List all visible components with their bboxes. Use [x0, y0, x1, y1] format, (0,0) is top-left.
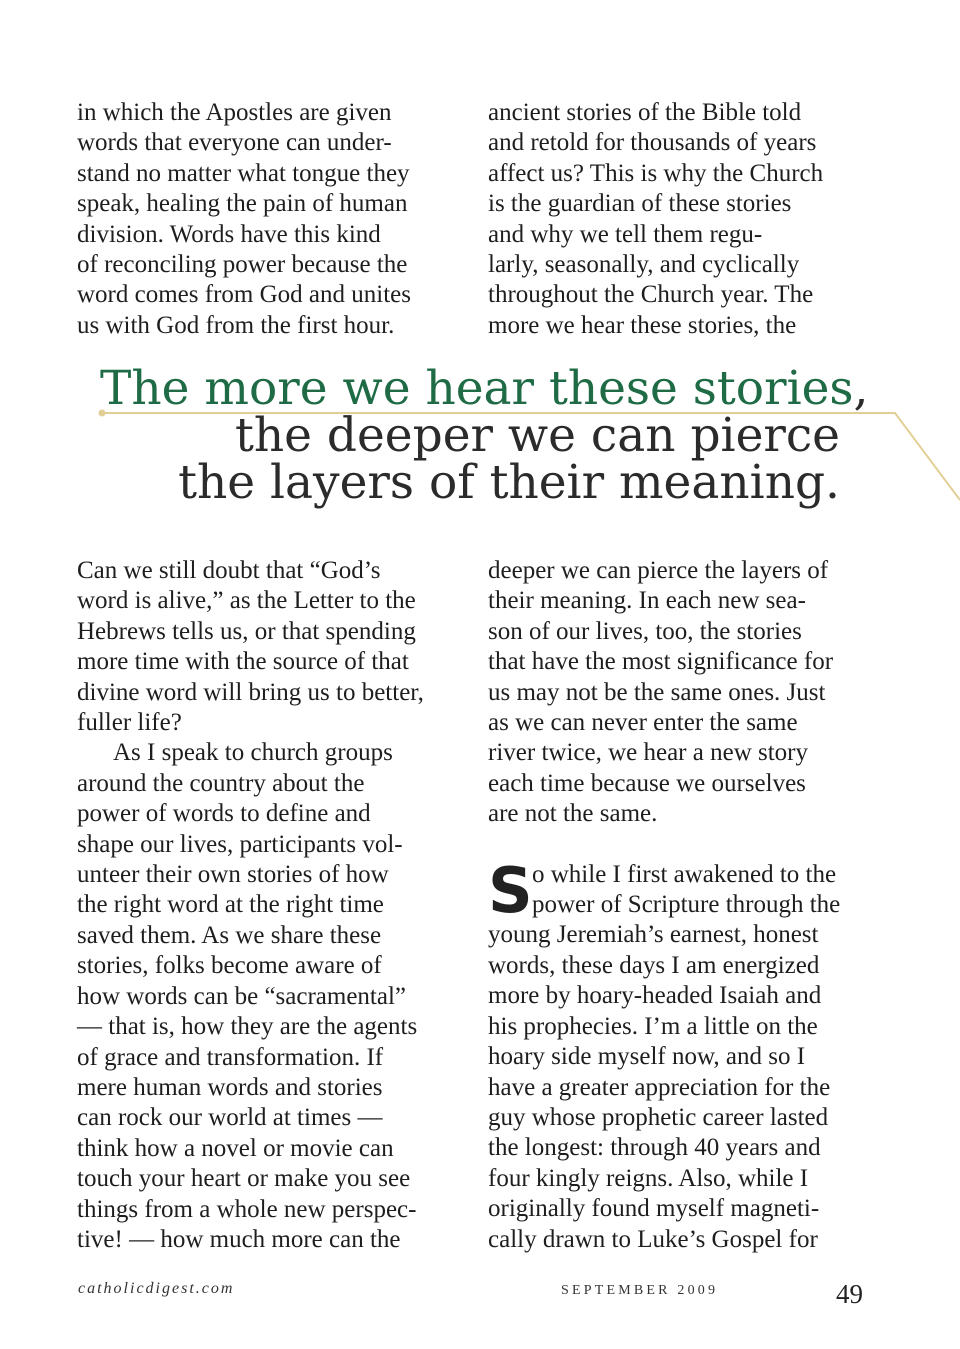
text-line: hoary side myself now, and so I	[488, 1043, 806, 1071]
text-line: four kingly reigns. Also, while I	[488, 1164, 809, 1192]
pull-quote-line-1	[100, 361, 869, 416]
text-line: originally found myself magneti-	[488, 1195, 820, 1223]
text-line: guy whose prophetic career lasted	[488, 1103, 829, 1131]
text-line: tive! — how much more can the	[77, 1225, 401, 1253]
text-line: that have the most significance for	[488, 648, 834, 676]
text-line: touch your heart or make you see	[77, 1165, 411, 1193]
text-line: young Jeremiah’s earnest, honest	[488, 921, 819, 949]
text-line: their meaning. In each new sea-	[488, 587, 806, 615]
pull-quote	[100, 361, 869, 510]
text-line: Can we still doubt that “God’s	[77, 557, 381, 584]
text-line: can rock our world at times —	[77, 1104, 383, 1132]
text-line: words that everyone can under-	[77, 129, 392, 157]
text-line: more by hoary-headed Isaiah and	[488, 982, 822, 1010]
text-line: think how a novel or movie can	[77, 1134, 394, 1162]
text-line: us may not be the same ones. Just	[488, 678, 826, 706]
text-line: in which the Apostles are given	[77, 99, 392, 126]
text-line: words, these days I am energized	[488, 951, 820, 979]
text-line: larly, seasonally, and cyclically	[488, 251, 800, 279]
paragraph	[488, 556, 840, 830]
text-line: stand no matter what tongue they	[77, 159, 410, 187]
article-column-top-left	[77, 98, 411, 341]
text-line: and why we tell them regu-	[488, 220, 763, 248]
article-column-top-right	[488, 98, 823, 341]
text-line: the right word at the right time	[77, 891, 384, 919]
text-line: word comes from God and unites	[77, 281, 411, 309]
text-line: — that is, how they are the agents	[77, 1013, 418, 1041]
text-line: around the country about the	[77, 769, 365, 797]
text-line: mere human words and stories	[77, 1073, 383, 1101]
page-number: 49	[836, 1279, 863, 1309]
text-line: saved them. As we share these	[77, 921, 382, 949]
text-line: son of our lives, too, the stories	[488, 617, 802, 645]
text-line: ancient stories of the Bible told	[488, 99, 802, 126]
text-line: river twice, we hear a new story	[488, 739, 808, 767]
text-line: speak, healing the pain of human	[77, 190, 408, 218]
text-line: more we hear these stories, the	[488, 311, 797, 339]
pull-quote-comma: ,	[853, 361, 869, 416]
text-line: how words can be “sacramental”	[77, 982, 407, 1010]
article-column-bottom-right	[488, 556, 840, 1255]
text-line: his prophecies. I’m a little on the	[488, 1012, 818, 1040]
text-line: is the guardian of these stories	[488, 190, 792, 218]
text-line: power of Scripture through the	[532, 891, 841, 919]
text-line: us with God from the first hour.	[77, 311, 395, 339]
text-line: things from a whole new perspec-	[77, 1195, 417, 1223]
pull-quote-line-2: the deeper we can pierce	[234, 408, 840, 463]
article-column-bottom-left	[77, 556, 424, 1255]
pull-quote-green-text: The more we hear these stories	[100, 361, 854, 416]
paragraph	[77, 556, 424, 738]
text-line: As I speak to church groups	[113, 739, 393, 767]
text-line: and retold for thousands of years	[488, 129, 817, 157]
pull-quote-line-3: the layers of their meaning.	[178, 455, 840, 510]
text-line: Hebrews tells us, or that spending	[77, 617, 416, 645]
text-line: unteer their own stories of how	[77, 861, 389, 889]
text-line: of reconciling power because the	[77, 251, 408, 279]
drop-cap: S	[488, 853, 533, 927]
text-line: o while I first awakened to the	[532, 860, 837, 888]
text-line: division. Words have this kind	[77, 220, 381, 248]
paragraph-indented	[77, 738, 424, 1255]
text-line: affect us? This is why the Church	[488, 159, 824, 187]
footer-website: catholicdigest.com	[78, 1280, 235, 1297]
text-line: have a greater appreciation for the	[488, 1073, 831, 1101]
text-line: the longest: through 40 years and	[488, 1134, 821, 1162]
text-line: shape our lives, participants vol-	[77, 830, 403, 858]
footer-issue-date: SEPTEMBER 2009	[561, 1283, 719, 1298]
text-line: each time because we ourselves	[488, 769, 806, 797]
text-line: as we can never enter the same	[488, 709, 798, 737]
paragraph-drop-cap	[488, 853, 841, 1255]
text-line: word is alive,” as the Letter to the	[77, 587, 416, 615]
text-line: are not the same.	[488, 800, 658, 828]
text-line: fuller life?	[77, 709, 182, 737]
text-line: throughout the Church year. The	[488, 281, 814, 309]
text-line: deeper we can pierce the layers of	[488, 557, 829, 584]
drop-cap-paragraph-lines	[488, 853, 841, 1255]
text-line: of grace and transformation. If	[77, 1043, 384, 1071]
text-line: cally drawn to Luke’s Gospel for	[488, 1225, 818, 1253]
text-line: more time with the source of that	[77, 648, 409, 676]
paragraph-gap	[488, 830, 840, 860]
text-line: divine word will bring us to better,	[77, 678, 424, 706]
text-line: power of words to define and	[77, 800, 371, 828]
text-line: stories, folks become aware of	[77, 952, 382, 980]
